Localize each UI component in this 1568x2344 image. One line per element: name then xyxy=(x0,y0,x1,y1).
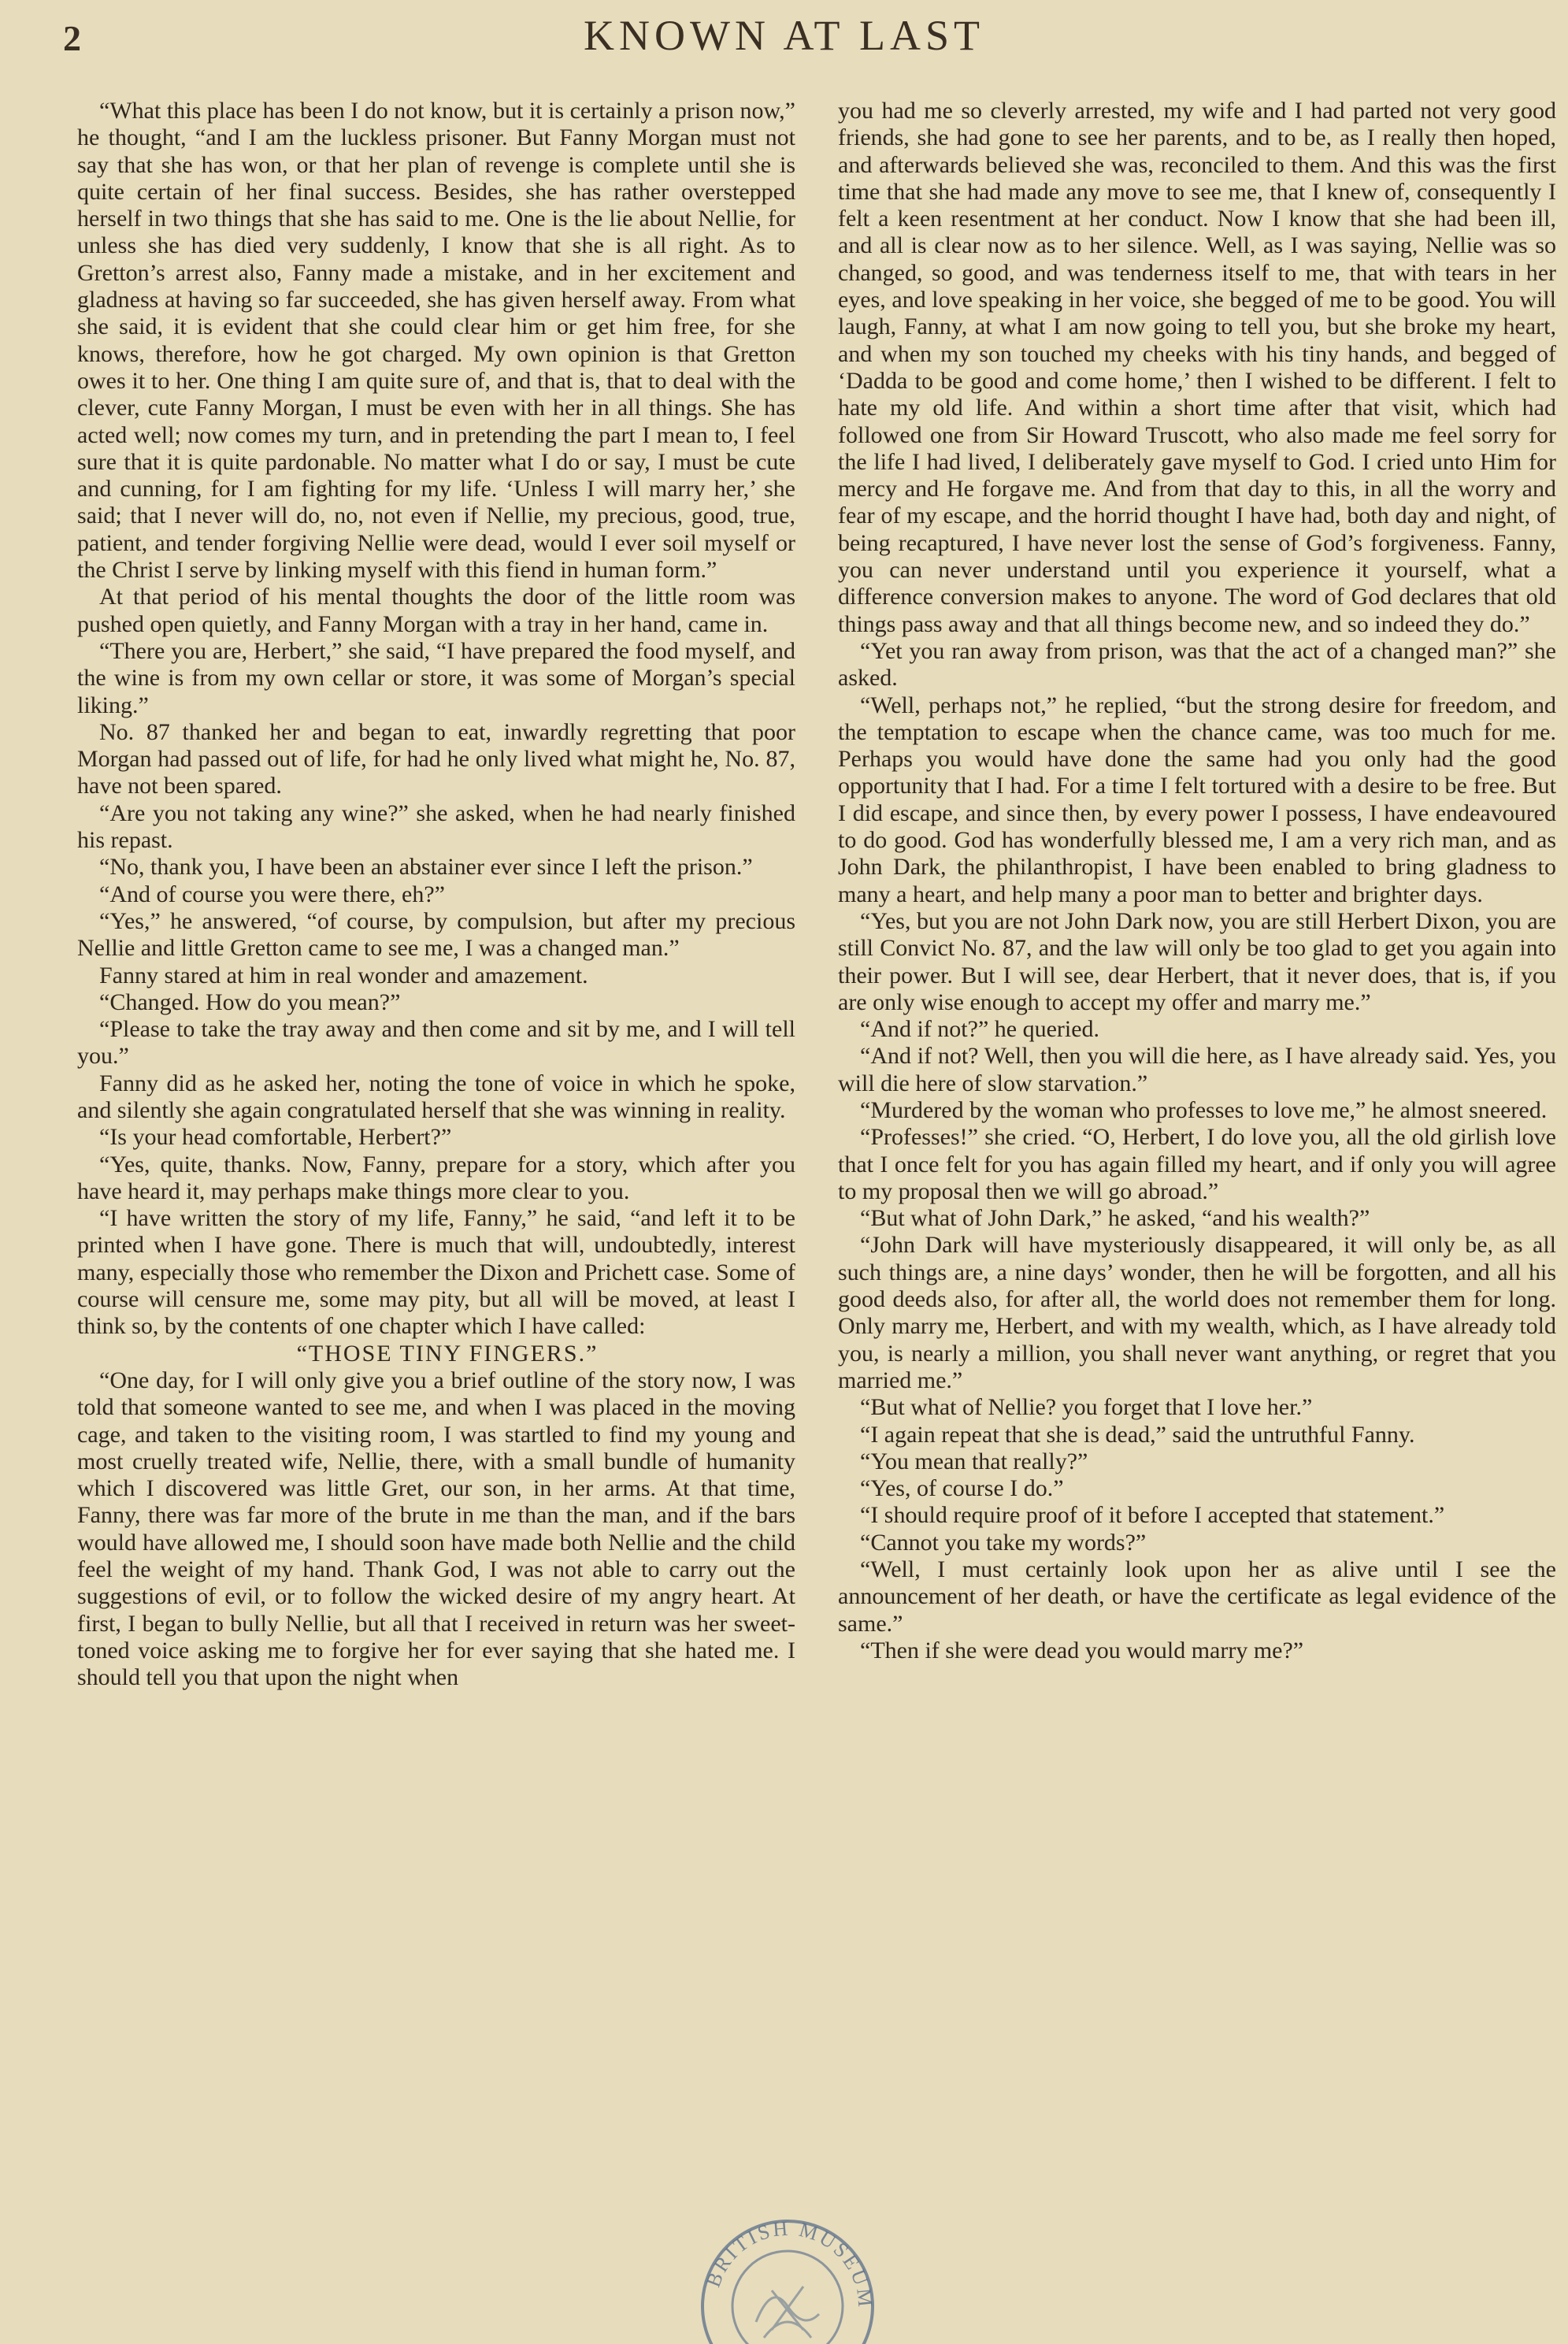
paragraph: “Well, I must certainly look upon her as alive until I see the announcement of her death, or have the certificate as legal evidence of the same.” xyxy=(838,1556,1556,1637)
paragraph: “Cannot you take my words?” xyxy=(860,1529,1147,1556)
paragraph: “Yes, quite, thanks. Now, Fanny, prepare for a story, which after you have heard it, may perhaps make things more clear to you. xyxy=(77,1151,795,1204)
paragraph: “But what of Nellie? you forget that I love her.” xyxy=(860,1394,1313,1421)
paragraph: “Well, perhaps not,” he replied, “but the strong desire for freedom, and the temptation to escape when the chance came, was too much for me. Perhaps you would have done the same had you only had the good opportunity that I had. For a time I felt tortured with a desire to be free. But I did escape, and since then, by every power I possess, I have endeavoured to do good. God has wonderfully blessed me, I am a very rich man, and as John Dark, the philanthropist, I have been enabled to bring gladness to many a heart, and help many a poor man to better and brighter days. xyxy=(838,692,1556,907)
stamp-seal-icon xyxy=(693,2212,882,2344)
paragraph: “No, thank you, I have been an abstainer ever since I left the prison.” xyxy=(99,854,753,881)
paragraph: At that period of his mental thoughts the door of the little room was pushed open quietly, and Fanny Morgan with a tray in her hand, came in. xyxy=(77,584,795,637)
paragraph: Fanny stared at him in real wonder and amazement. xyxy=(99,962,588,988)
paragraph: “Changed. How do you mean?” xyxy=(99,988,401,1015)
paragraph: “Is your head comfortable, Herbert?” xyxy=(99,1124,452,1151)
paragraph: “Yes, of course I do.” xyxy=(860,1475,1064,1502)
paragraph: “I have written the story of my life, Fanny,” he said, “and left it to be printed when I have gone. There is much that will, undoubtedly, interest many, especially those who remember the Dixon and Prichett case. Some of course will censure me, some may pity, but all will be moved, at least I think so, by the contents of one chapter which I have called: xyxy=(77,1205,795,1340)
paragraph: “Murdered by the woman who professes to love me,” he almost sneered. xyxy=(860,1096,1548,1123)
paragraph: “Please to take the tray away and then come and sit by me, and I will tell you.” xyxy=(77,1016,795,1070)
paragraph: you had me so cleverly arrested, my wife and I had parted not very good friends, she had gone to see her parents, and to be, as I really then hoped, and afterwards believed she was, reconciled to them. And this was the first time that she had made any move to see me, that I knew of, consequently I felt a keen resentment at her conduct. Now I know that she had been ill, and all is clear now as to her silence. Well, as I was saying, Nellie was so changed, so good, and was tenderness itself to me, that with tears in her eyes, and love speaking in her voice, she begged of me to be good. You will laugh, Fanny, at what I am now going to tell you, but she broke my heart, and when my son touched my cheeks with his tiny hands, and begged of ‘Dadda to be good and come home,’ then I wished to be different. I felt to hate my old life. And within a short time after that visit, which had followed one from Sir Howard Truscott, who also made me feel sorry for the life I had lived, I deliberately gave myself to God. I cried unto Him for mercy and He forgave me. And from that day to this, in all the worry and fear of my escape, and the horrid thought I have had, both day and night, of being recaptured, I have never lost the sense of God’s forgiveness. Fanny, you can never understand until you experience it yourself, what a difference conversion makes to anyone. The word of God declares that old things pass away and that all things become new, and so indeed they do.” xyxy=(838,98,1556,637)
paragraph: “John Dark will have mysteriously disappeared, it will only be, as all such things are, a nine days’ wonder, then he will be forgotten, and all his good deeds also, for after all, the world does not remember them for long. Only marry me, Herbert, and with my wealth, which, as I have already told you, is nearly a million, you shall never want anything, or regret that you married me.” xyxy=(838,1232,1556,1393)
museum-stamp xyxy=(693,2212,882,2344)
paragraph: “Then if she were dead you would marry me?” xyxy=(860,1637,1304,1663)
paragraph: “I again repeat that she is dead,” said the untruthful Fanny. xyxy=(860,1421,1415,1448)
paragraph: “And if not? Well, then you will die here, as I have already said. Yes, you will die here of slow starvation.” xyxy=(838,1043,1556,1096)
paragraph: No. 87 thanked her and began to eat, inwardly regretting that poor Morgan had passed out of life, for had he only lived what might he, No. 87, have not been spared. xyxy=(77,718,795,799)
paragraph: Fanny did as he asked her, noting the tone of voice in which he spoke, and silently she again congratulated herself that she was winning in reality. xyxy=(77,1070,795,1123)
paragraph: “What this place has been I do not know, but it is certainly a prison now,” he thought, “and I am the luckless prisoner. But Fanny Morgan must not say that she has won, or that her plan of revenge is complete until she is quite certain of her final success. Besides, she has rather overstepped herself in two things that she has said to me. One is the lie about Nellie, for unless she has died very suddenly, I know that she is all right. As to Gretton’s arrest also, Fanny made a mistake, and in her excitement and gladness at having so far succeeded, she has given herself away. From what she said, it is evident that she could clear him or get him free, for she knows, therefore, how he got charged. My own opinion is that Gretton owes it to her. One thing I am quite sure of, and that is, that to deal with the clever, cute Fanny Morgan, I must be even with her in all things. She has acted well; now comes my turn, and in pretending the part I mean to, I feel sure that it is quite pardonable. No matter what I do or say, I must be cute and cunning, for I am fighting for my life. ‘Unless I will marry her,’ she said; that I never will do, no, not even if Nellie, my precious, good, true, patient, and tender forgiving Nellie were dead, would I ever soil myself or the Christ I serve by linking myself with this fiend in human form.” xyxy=(77,98,795,584)
paragraph: “I should require proof of it before I accepted that statement.” xyxy=(860,1502,1445,1529)
stamp-text: BRITISH MUSEUM xyxy=(701,2216,877,2310)
page-number: 2 xyxy=(63,18,81,58)
paragraph: “Professes!” she cried. “O, Herbert, I do love you, all the old girlish love that I once felt for you has again filled my heart, and if only you will agree to my proposal then we will go abroad.” xyxy=(838,1124,1556,1204)
svg-text:BRITISH MUSEUM xyxy=(702,2216,877,2309)
paragraph: “One day, for I will only give you a brief outline of the story now, I was told that someone wanted to see me, and when I was placed in the moving cage, and taken to the visiting room, I was startled to find my young and most cruelly treated wife, Nellie, there, with a small bundle of humanity which I discovered was little Gret, our son, in her arms. At that time, Fanny, there was far more of the brute in me than the man, and if the bars would have allowed me, I should soon have made both Nellie and the child feel the weight of my hand. Thank God, I was not able to carry out the suggestions of evil, or to follow the wicked desire of my angry heart. At first, I began to bully Nellie, but all that I received in return was her sweet-toned voice asking me to forgive her for ever saying that she hated me. I should tell you that upon the night when xyxy=(77,1367,795,1691)
paragraph: “Yes,” he answered, “of course, by compulsion, but after my precious Nellie and little Gretton came to see me, I was a changed man.” xyxy=(77,907,795,962)
paragraph: “Yet you ran away from prison, was that the act of a changed man?” she asked. xyxy=(838,637,1556,692)
page-title: KNOWN AT LAST xyxy=(584,12,984,59)
paragraph: “But what of John Dark,” he asked, “and his wealth?” xyxy=(860,1205,1370,1232)
paragraph: “And of course you were there, eh?” xyxy=(99,881,445,907)
left-column xyxy=(77,98,795,1692)
paragraph: “You mean that really?” xyxy=(860,1448,1088,1474)
paragraph: “There you are, Herbert,” she said, “I have prepared the food myself, and the wine is from my own cellar or store, it was some of Morgan’s special liking.” xyxy=(77,637,795,718)
paragraph: “And if not?” he queried. xyxy=(860,1016,1100,1043)
paragraph: “Are you not taking any wine?” she asked, when he had nearly finished his repast. xyxy=(77,799,795,854)
chapter-heading: “THOSE TINY FINGERS.” xyxy=(296,1340,599,1367)
right-column xyxy=(838,98,1556,1664)
paragraph: “Yes, but you are not John Dark now, you are still Herbert Dixon, you are still Convict No. 87, and the law will only be too glad to get you again into their power. But I will see, dear Herbert, that it never does, that is, if you are only wise enough to accept my offer and marry me.” xyxy=(838,907,1556,1015)
